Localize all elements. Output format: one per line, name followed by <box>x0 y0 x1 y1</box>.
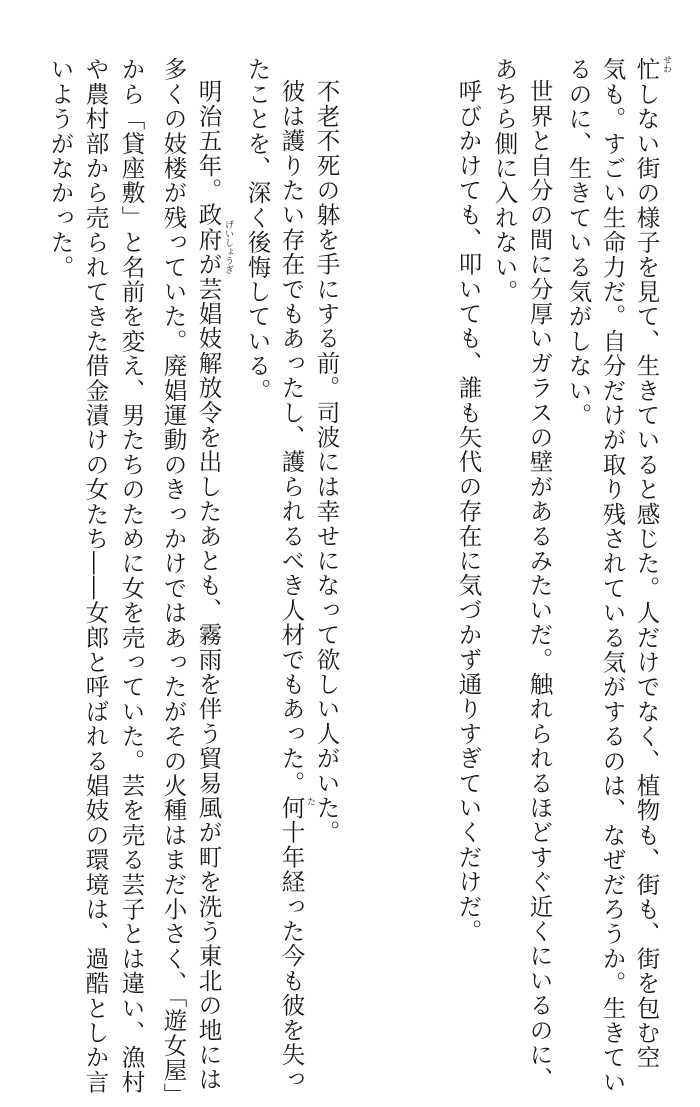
text-line-10: 明治五年。政府が芸娼妓解放令を出したあとも、霧雨を伴う貿易風が町を洗う東北の地には <box>194 79 223 1092</box>
ruby-ta: た <box>305 797 315 806</box>
text-line-6: 呼びかけても、叩いても、誰も矢代の存在に気づかず通りすぎていくだけだ。 <box>454 79 483 944</box>
text-line-13: や農村部から売られてきた借金漬けの女たち――女郎と呼ばれる娼妓の環境は、過酷としか言 <box>81 57 110 1095</box>
text-line-12: から「貸座敷」と名前を変え、男たちのために女を売っていた。芸を売る芸子とは違い、漁村 <box>117 57 146 1095</box>
ruby-geishougi: げいしょうぎ <box>223 220 233 274</box>
text-line-9: たことを、深く後悔している。 <box>243 57 272 403</box>
text-line-3: るのに、生きている気がしない。 <box>564 57 593 428</box>
text-line-7: 不老不死の躰を手にする前。司波には幸せになって欲しい人がいた。 <box>312 79 341 845</box>
ruby-sewa: せわ <box>661 55 671 73</box>
text-line-2: 気も。すごい生命力だ。自分だけが取り残されている気がするのは、なぜだろうか。生きてい <box>598 57 627 1095</box>
text-line-14: いようがなかった。 <box>46 57 75 280</box>
text-line-11: 多くの妓楼が残っていた。廃娼運動のきっかけではあったがその火種はまだ小さく、「遊女屋」 <box>159 57 188 1107</box>
text-line-8: 彼は護りたい存在でもあったし、護られるべき人材でもあった。何十年経った今も彼を失っ <box>277 79 306 1092</box>
text-line-4: 世界と自分の間に分厚いガラスの壁があるみたいだ。触れられるほどすぐ近くにいるのに、 <box>525 79 554 1092</box>
text-line-1: 忙しない街の様子を見て、生きていると感じた。人だけでなく、植物も、街も、街を包む空 <box>632 57 661 1070</box>
text-line-5: あちら側に入れない。 <box>490 57 519 304</box>
